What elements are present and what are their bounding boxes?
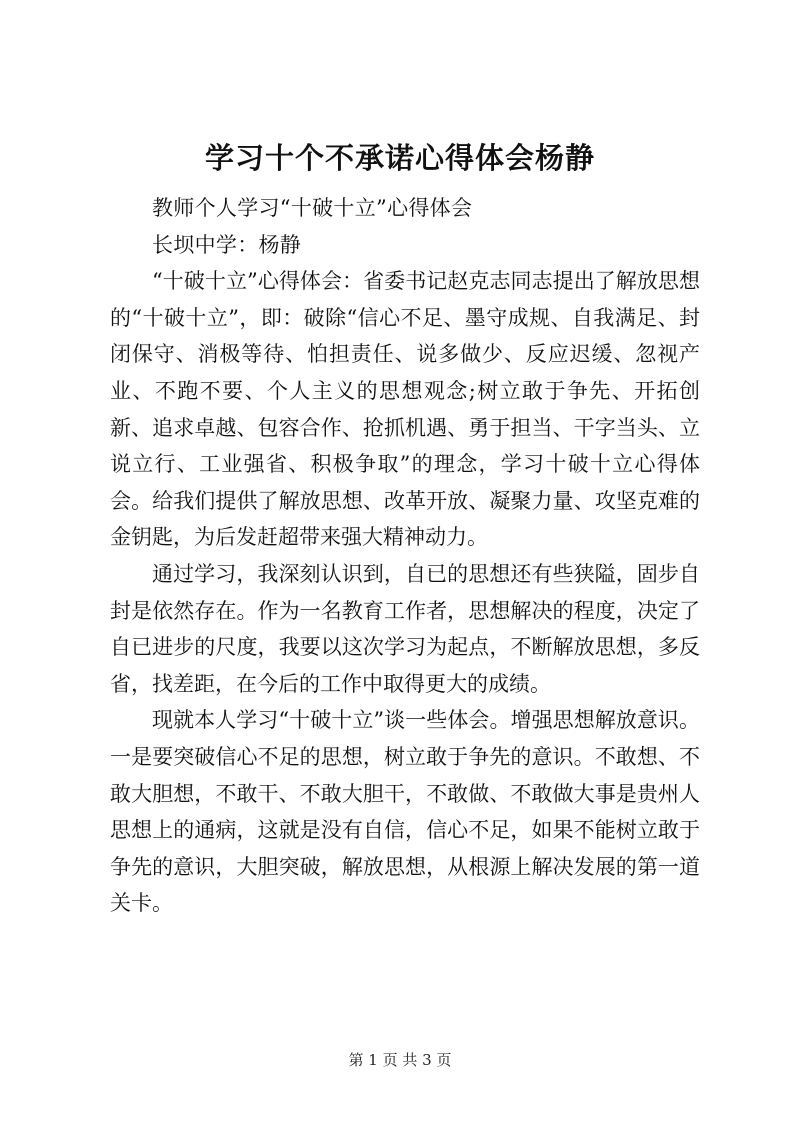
paragraph-experience: 现就本人学习“十破十立”谈一些体会。增强思想解放意识。一是要突破信心不足的思想，树立敢于争先的意识。不敢想、不敢大胆想，不敢干、不敢大胆干，不敢做、不敢做大事是贵州人思想上的通病，这就是没有自信，信心不足，如果不能树立敢于争先的意识，大胆突破，解放思想，从根源上解决发展的第一道关卡。 <box>110 708 700 916</box>
paragraph-author: 长坝中学：杨静 <box>152 232 302 257</box>
paragraph-subtitle: 教师个人学习“十破十立”心得体会 <box>152 196 473 220</box>
paragraph-intro: “十破十立”心得体会：省委书记赵克志同志提出了解放思想的“十破十立”，即：破除“信心不足、墨守成规、自我满足、封闭保守、消极等待、怕担责任、说多做少、反应迟缓、忽视产业、不跑不要、个人主义的思想观念;树立敢于争先、开拓创新、追求卓越、包容合作、抢抓机遇、勇于担当、干字当头、立说立行、工业强省、积极争取”的理念，学习十破十立心得体会。给我们提供了解放思想、改革开放、凝聚力量、攻坚克难的金钥匙，为后发赶超带来强大精神动力。 <box>110 269 700 550</box>
paragraph-reflection: 通过学习，我深刻认识到，自已的思想还有些狭隘，固步自封是依然存在。作为一名教育工作者，思想解决的程度，决定了自已进步的尺度，我要以这次学习为起点，不断解放思想，多反省，找差距，在今后的工作中取得更大的成绩。 <box>110 561 700 696</box>
document-body <box>110 190 700 922</box>
document-title: 学习十个不承诺心得体会杨静 <box>204 141 595 175</box>
page-number-footer: 第 1 页 共 3 页 <box>348 1051 452 1069</box>
